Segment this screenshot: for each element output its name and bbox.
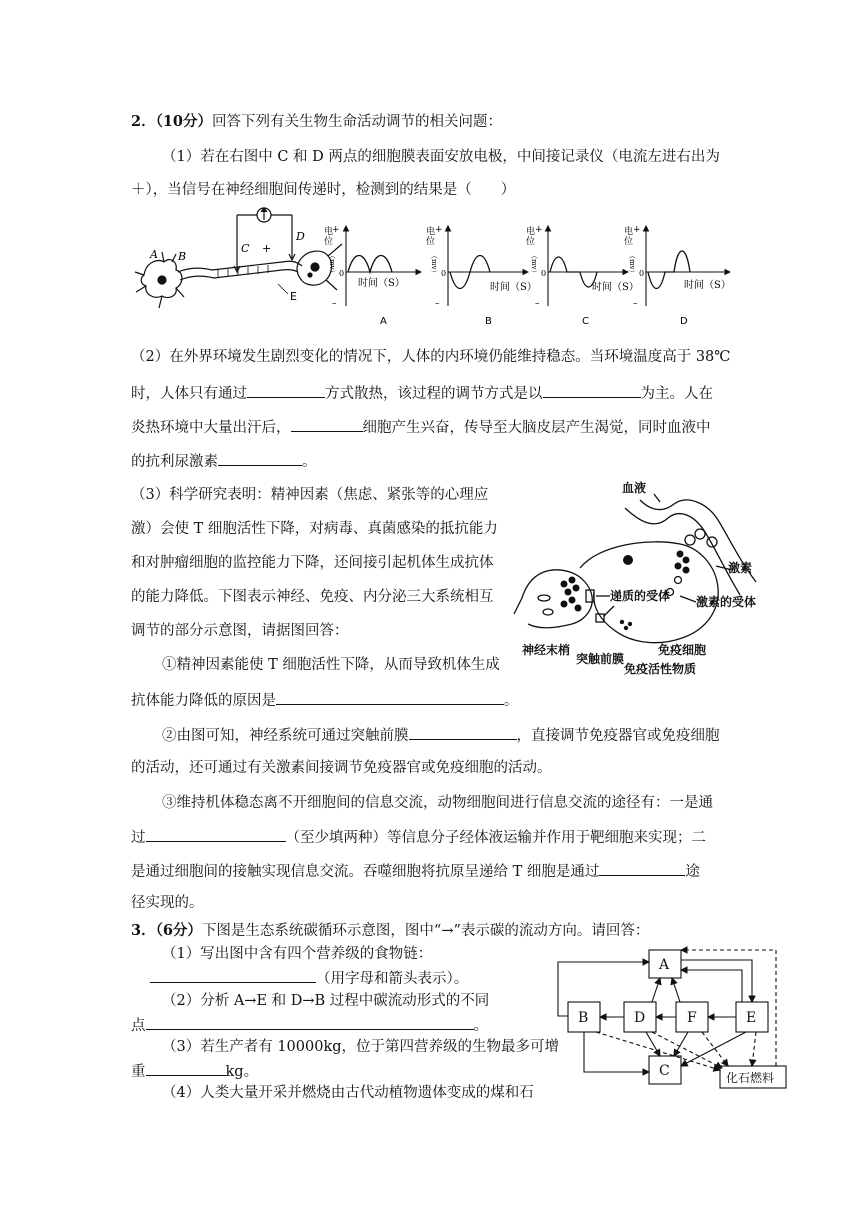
graph-a-minus: – bbox=[332, 299, 337, 309]
answer-blank-regulation-mode[interactable] bbox=[543, 382, 641, 398]
box-e-label: E bbox=[746, 1010, 757, 1026]
label-immune-active-substance: 免疫活性物质 bbox=[624, 662, 697, 676]
q2-part2-line1: （2）在外界环境发生剧烈变化的情况下，人体的内环境仍能维持稳态。当环境温度高于 38℃ bbox=[131, 349, 731, 365]
q3-part1-text: （用字母和箭头表示）。 bbox=[316, 971, 469, 987]
graph-a-xlabel: 时间（S） bbox=[358, 278, 405, 289]
q2-part2-line3 bbox=[131, 416, 711, 438]
graph-b-plus: + bbox=[435, 225, 443, 235]
label-immune-cell: 免疫细胞 bbox=[658, 643, 707, 657]
label-nerve-ending: 神经末梢 bbox=[522, 643, 571, 657]
q3-heading bbox=[131, 921, 649, 941]
nerve-terminal bbox=[522, 570, 592, 628]
neuron-label-plus: + bbox=[262, 242, 272, 255]
answer-blank-receptor-cell[interactable] bbox=[291, 416, 363, 432]
q2-part3-line2: 激）会使 T 细胞活性下降，对病毒、真菌感染的抵抗能力 bbox=[131, 521, 498, 537]
q3-part3-line1: （3）若生产者有 10000kg，位于第四营养级的生物最多可增 bbox=[162, 1039, 560, 1055]
q3-part2-text-a: （2）分析 A→E 和 D→B 过程中碳流动形式的不同 bbox=[162, 993, 490, 1009]
answer-blank-adh-change[interactable] bbox=[218, 450, 302, 466]
q3-part4-line1: （4）人类大量开采并燃烧由古代动植物遗体变成的煤和石 bbox=[162, 1085, 534, 1101]
graph-c-ylabel-1: 电 bbox=[526, 227, 536, 237]
answer-blank-max-weight[interactable] bbox=[146, 1060, 226, 1076]
q2-part3-line4: 的能力降低。下图表示神经、免疫、内分泌三大系统相互 bbox=[131, 589, 494, 605]
neuron-cell-body bbox=[135, 244, 345, 308]
graph-option-c: C bbox=[582, 316, 589, 327]
graph-b-minus: – bbox=[435, 299, 440, 309]
graph-c-xlabel: 时间（S） bbox=[592, 282, 639, 293]
q2-sub3-line2 bbox=[131, 826, 706, 848]
neuron-label-b: B bbox=[178, 250, 187, 263]
graph-d bbox=[624, 225, 731, 309]
q2-sub3-text-d: 途 bbox=[685, 864, 700, 880]
q2-sub3-line1: ③维持机体稳态离不开细胞间的信息交流，动物细胞间进行信息交流的途径有：一是通 bbox=[162, 795, 713, 811]
q3-part1-line1: （1）写出图中含有四个营养级的食物链： bbox=[162, 946, 433, 962]
graph-a-unit: （mv） bbox=[328, 252, 336, 277]
graph-b-unit: （mv） bbox=[430, 252, 438, 277]
box-d-label: D bbox=[634, 1010, 646, 1026]
q2-score: （10分） bbox=[155, 113, 213, 130]
q2-part3-line1: （3）科学研究表明：精神因素（焦虑、紧张等的心理应 bbox=[131, 487, 489, 503]
graph-d-unit: （mv） bbox=[628, 252, 636, 277]
graph-c-plus: + bbox=[535, 225, 543, 235]
label-hormone: 激素 bbox=[728, 561, 753, 575]
answer-blank-antibody-reason[interactable] bbox=[276, 689, 504, 705]
q2-sub3-text-b: （至少填两种）等信息分子经体液运输并作用于靶细胞来实现；二 bbox=[285, 830, 706, 846]
q2-sub1-text-a: 抗体能力降低的原因是 bbox=[131, 693, 276, 709]
graph-d-xlabel: 时间（S） bbox=[684, 280, 731, 291]
graph-b bbox=[426, 225, 537, 309]
graph-d-plus: + bbox=[633, 225, 641, 235]
q3-part3-text-b: kg。 bbox=[225, 1064, 259, 1080]
graph-c-minus: – bbox=[535, 299, 540, 309]
q2-sub3-text-a: 过 bbox=[131, 830, 146, 846]
answer-blank-signal-molecules[interactable] bbox=[146, 826, 286, 842]
neuron-label-a: A bbox=[150, 248, 158, 261]
q3-part2-line1 bbox=[162, 991, 489, 1011]
neuron-label-d: D bbox=[296, 230, 305, 243]
q2-part2-text-e: 细胞产生兴奋，传导至大脑皮层产生渴觉，同时血液中 bbox=[362, 420, 711, 436]
potential-graphs bbox=[318, 222, 738, 332]
box-fossil-fuel-label: 化石燃料 bbox=[726, 1071, 775, 1085]
box-b-label: B bbox=[578, 1010, 589, 1026]
q3-part3-text-a: 重 bbox=[131, 1064, 146, 1080]
carbon-cycle-diagram bbox=[556, 946, 796, 1096]
q2-part2-text-b: 方式散热，该过程的调节方式是以 bbox=[325, 386, 543, 402]
graph-a-zero: 0 bbox=[339, 269, 345, 278]
answer-blank-antigen-presentation[interactable] bbox=[599, 860, 685, 876]
neuron-diagram bbox=[132, 200, 332, 315]
q2-part2-line4 bbox=[131, 450, 317, 472]
q2-part2-text-f: 的抗利尿激素 bbox=[131, 454, 218, 470]
answer-blank-heat-dissipation[interactable] bbox=[247, 382, 325, 398]
graph-c-unit: （mv） bbox=[530, 252, 538, 277]
q3-part2-line2 bbox=[131, 1014, 488, 1036]
immune-regulation-diagram bbox=[520, 480, 790, 680]
neuron-label-e: E bbox=[290, 290, 297, 303]
graph-d-minus: – bbox=[633, 299, 638, 309]
graph-option-b: B bbox=[485, 316, 492, 327]
q2-part2-text-d: 炎热环境中大量出汗后， bbox=[131, 420, 291, 436]
q2-part2-line2 bbox=[131, 382, 713, 404]
graph-c-zero: 0 bbox=[541, 269, 547, 278]
q2-number: 2． bbox=[131, 113, 156, 130]
q2-sub3-text-c: 是通过细胞间的接触实现信息交流。吞噬细胞将抗原呈递给 T 细胞是通过 bbox=[131, 864, 600, 880]
q2-part2-text-a: 时，人体只有通过 bbox=[131, 386, 247, 402]
label-hormone-receptor: 激素的受体 bbox=[696, 595, 757, 609]
answer-blank-food-chain[interactable] bbox=[150, 967, 316, 983]
q3-score: （6分） bbox=[155, 922, 202, 939]
q2-sub3-line4: 径实现的。 bbox=[131, 895, 204, 911]
label-transmitter-receptor: 递质的受体 bbox=[610, 589, 671, 603]
q2-part3-line3: 和对肿瘤细胞的监控能力下降，还间接引起机体生成抗体 bbox=[131, 555, 494, 571]
graph-a-ylabel-2: 位 bbox=[324, 237, 334, 247]
q2-sub2-line2: 的活动，还可通过有关激素间接调节免疫器官或免疫细胞的活动。 bbox=[131, 760, 552, 776]
q3-part2-text-c: 。 bbox=[473, 1018, 488, 1034]
graph-d-zero: 0 bbox=[639, 269, 645, 278]
q2-sub2-text-b: ，直接调节免疫器官或免疫细胞 bbox=[516, 728, 720, 744]
q2-part1-line2: ＋），当信号在神经细胞间传递时，检测到的结果是（ ） bbox=[131, 182, 516, 198]
q2-sub1-line1: ①精神因素能使 T 细胞活性下降，从而导致机体生成 bbox=[162, 657, 500, 673]
q2-part2-text-g: 。 bbox=[302, 454, 317, 470]
blood-vessel bbox=[625, 508, 740, 595]
graph-b-ylabel-2: 位 bbox=[426, 237, 436, 247]
graph-c-ylabel-2: 位 bbox=[526, 237, 536, 247]
recorder-meter bbox=[234, 208, 295, 272]
q2-sub1-line2 bbox=[131, 689, 519, 711]
graph-a-ylabel-1: 电 bbox=[324, 227, 334, 237]
neuron-label-c: C bbox=[241, 242, 250, 255]
graph-d-ylabel-2: 位 bbox=[624, 237, 634, 247]
q2-stem: 回答下列有关生物生命活动调节的相关问题： bbox=[212, 114, 503, 130]
graph-option-d: D bbox=[680, 316, 688, 327]
graph-b-xlabel: 时间（S） bbox=[490, 282, 537, 293]
q2-heading bbox=[131, 112, 502, 132]
label-presynaptic-membrane: 突触前膜 bbox=[576, 652, 625, 666]
q2-sub1-text-b: 。 bbox=[504, 693, 519, 709]
graph-d-ylabel-1: 电 bbox=[624, 227, 634, 237]
q2-part2-text-c: 为主。人在 bbox=[640, 386, 713, 402]
graph-c bbox=[526, 225, 639, 309]
q2-sub2-text-a: ②由图可知，神经系统可通过突触前膜 bbox=[162, 728, 409, 744]
box-f-label: F bbox=[687, 1010, 697, 1026]
q2-sub2-line1 bbox=[162, 724, 720, 746]
graph-option-a: A bbox=[380, 316, 387, 327]
graph-a-plus: + bbox=[332, 225, 340, 235]
q3-part3-line2 bbox=[131, 1060, 258, 1082]
q2-part3-line5: 调节的部分示意图，请据图回答： bbox=[131, 623, 349, 639]
graph-b-ylabel-1: 电 bbox=[426, 227, 436, 237]
q2-part1-line1: （1）若在右图中 C 和 D 两点的细胞膜表面安放电极，中间接记录仪（电流左进右出为 bbox=[162, 149, 720, 165]
answer-blank-carbon-form[interactable] bbox=[146, 1014, 474, 1030]
graph-a bbox=[324, 225, 421, 309]
box-a-label: A bbox=[659, 957, 670, 973]
answer-blank-presynaptic-release[interactable] bbox=[409, 724, 517, 740]
q3-stem: 下图是生态系统碳循环示意图，图中“→”表示碳的流动方向。请回答： bbox=[201, 923, 650, 939]
q3-part1-line2 bbox=[150, 967, 468, 989]
q3-number: 3． bbox=[131, 922, 156, 939]
q2-sub3-line3 bbox=[131, 860, 700, 882]
box-c-label: C bbox=[659, 1063, 670, 1079]
label-blood: 血液 bbox=[622, 481, 647, 495]
q3-part2-text-b: 点 bbox=[131, 1018, 146, 1034]
graph-b-zero: 0 bbox=[441, 269, 447, 278]
